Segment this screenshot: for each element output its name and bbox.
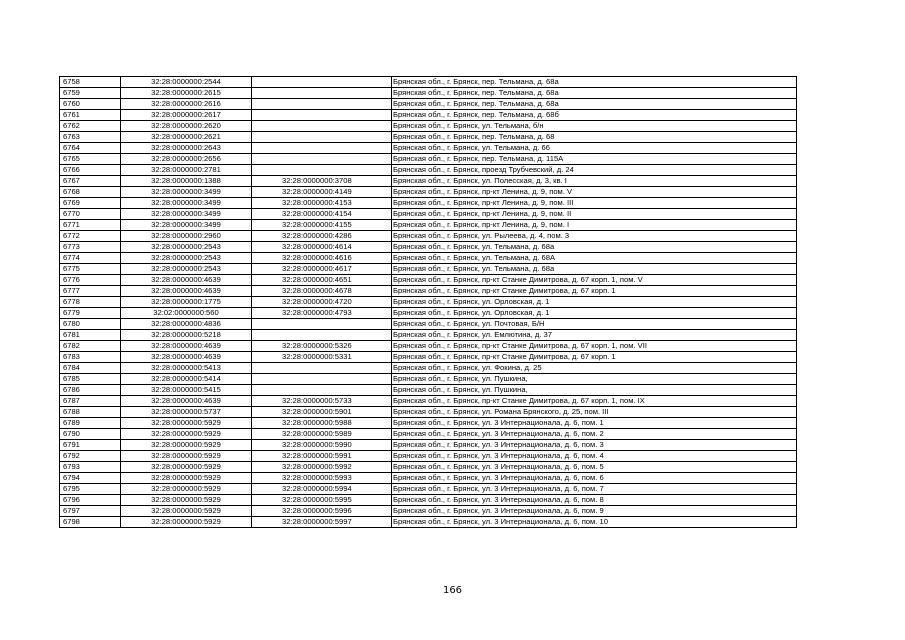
cadastral-number-cell: 32:28:0000000:4639 [121,286,252,297]
address-cell: Брянская обл., г. Брянск, пер. Тельмана, д. 68а [392,99,797,110]
cadastral-number-cell: 32:28:0000000:5929 [121,473,252,484]
premises-cadastral-number-cell: 32:28:0000000:4651 [252,275,392,286]
cadastral-number-cell: 32:28:0000000:2960 [121,231,252,242]
premises-cadastral-number-cell: 32:28:0000000:5996 [252,506,392,517]
table-row [60,165,797,176]
table-row [60,330,797,341]
record-number-cell: 6775 [60,264,121,275]
address-cell: Брянская обл., г. Брянск, ул. 3 Интернационала, д. 6, пом. 9 [392,506,797,517]
record-number-cell: 6783 [60,352,121,363]
record-number-cell: 6763 [60,132,121,143]
premises-cadastral-number-cell: 32:28:0000000:4617 [252,264,392,275]
record-number-cell: 6785 [60,374,121,385]
address-cell: Брянская обл., г. Брянск, ул. Емлютина, д. 37 [392,330,797,341]
address-cell: Брянская обл., г. Брянск, ул. Пушкина, [392,374,797,385]
premises-cadastral-number-cell: 32:28:0000000:4155 [252,220,392,231]
table-row [60,473,797,484]
premises-cadastral-number-cell [252,363,392,374]
address-cell: Брянская обл., г. Брянск, ул. 3 Интернационала, д. 6, пом. 7 [392,484,797,495]
table-row [60,275,797,286]
table-row [60,352,797,363]
cadastral-number-cell: 32:28:0000000:2544 [121,77,252,88]
premises-cadastral-number-cell: 32:28:0000000:4614 [252,242,392,253]
cadastral-number-cell: 32:28:0000000:2620 [121,121,252,132]
cadastral-number-cell: 32:28:0000000:5929 [121,418,252,429]
premises-cadastral-number-cell [252,121,392,132]
premises-cadastral-number-cell: 32:28:0000000:5901 [252,407,392,418]
address-cell: Брянская обл., г. Брянск, ул. Тельмана, д. 68А [392,253,797,264]
cadastral-number-cell: 32:28:0000000:5929 [121,440,252,451]
address-cell: Брянская обл., г. Брянск, ул. Орловская, д. 1 [392,308,797,319]
premises-cadastral-number-cell [252,132,392,143]
address-cell: Брянская обл., г. Брянск, ул. Фокина, д. 25 [392,363,797,374]
premises-cadastral-number-cell: 32:28:0000000:4616 [252,253,392,264]
premises-cadastral-number-cell: 32:28:0000000:5989 [252,429,392,440]
cadastral-number-cell: 32:02:0000000:560 [121,308,252,319]
cadastral-number-cell: 32:28:0000000:3499 [121,198,252,209]
address-cell: Брянская обл., г. Брянск, ул. Почтовая, Б/Н [392,319,797,330]
premises-cadastral-number-cell: 32:28:0000000:4149 [252,187,392,198]
address-cell: Брянская обл., г. Брянск, ул. Тельмана, д. 66 [392,143,797,154]
cadastral-number-cell: 32:28:0000000:5929 [121,484,252,495]
address-cell: Брянская обл., г. Брянск, ул. Тельмана, д. 68а [392,242,797,253]
table-row [60,429,797,440]
record-number-cell: 6788 [60,407,121,418]
address-cell: Брянская обл., г. Брянск, ул. Полесская, д. 3, кв. I [392,176,797,187]
cadastral-number-cell: 32:28:0000000:2543 [121,253,252,264]
cadastral-number-cell: 32:28:0000000:5413 [121,363,252,374]
address-cell: Брянская обл., г. Брянск, ул. Рылеева, д. 4, пом. 3 [392,231,797,242]
premises-cadastral-number-cell: 32:28:0000000:5326 [252,341,392,352]
cadastral-number-cell: 32:28:0000000:5737 [121,407,252,418]
premises-cadastral-number-cell: 32:28:0000000:5988 [252,418,392,429]
premises-cadastral-number-cell [252,143,392,154]
cadastral-number-cell: 32:28:0000000:4639 [121,341,252,352]
record-number-cell: 6767 [60,176,121,187]
address-cell: Брянская обл., г. Брянск, пр-кт Станке Димитрова, д. 67 корп. 1, пом. VII [392,341,797,352]
record-number-cell: 6771 [60,220,121,231]
cadastral-number-cell: 32:28:0000000:3499 [121,209,252,220]
record-number-cell: 6773 [60,242,121,253]
record-number-cell: 6776 [60,275,121,286]
address-cell: Брянская обл., г. Брянск, ул. Орловская, д. 1 [392,297,797,308]
address-cell: Брянская обл., г. Брянск, пр-кт Станке Димитрова, д. 67 корп. 1, пом. IX [392,396,797,407]
address-cell: Брянская обл., г. Брянск, пер. Тельмана, д. 68а [392,77,797,88]
cadastral-number-cell: 32:28:0000000:4639 [121,275,252,286]
table-row [60,484,797,495]
address-cell: Брянская обл., г. Брянск, пр-кт Станке Димитрова, д. 67 корп. 1 [392,286,797,297]
premises-cadastral-number-cell [252,88,392,99]
cadastral-number-cell: 32:28:0000000:2617 [121,110,252,121]
premises-cadastral-number-cell [252,385,392,396]
record-number-cell: 6794 [60,473,121,484]
premises-cadastral-number-cell: 32:28:0000000:3708 [252,176,392,187]
premises-cadastral-number-cell: 32:28:0000000:5994 [252,484,392,495]
record-number-cell: 6781 [60,330,121,341]
registry-table [59,76,797,528]
record-number-cell: 6792 [60,451,121,462]
table-row [60,286,797,297]
address-cell: Брянская обл., г. Брянск, пер. Тельмана, д. 68 [392,132,797,143]
cadastral-number-cell: 32:28:0000000:2543 [121,264,252,275]
table-row [60,198,797,209]
premises-cadastral-number-cell [252,110,392,121]
record-number-cell: 6797 [60,506,121,517]
table-row [60,264,797,275]
table-row [60,77,797,88]
premises-cadastral-number-cell: 32:28:0000000:4678 [252,286,392,297]
cadastral-number-cell: 32:28:0000000:5929 [121,429,252,440]
record-number-cell: 6791 [60,440,121,451]
table-row [60,385,797,396]
record-number-cell: 6778 [60,297,121,308]
table-row [60,253,797,264]
address-cell: Брянская обл., г. Брянск, ул. 3 Интернационала, д. 6, пом. 2 [392,429,797,440]
premises-cadastral-number-cell: 32:28:0000000:5995 [252,495,392,506]
table-row [60,407,797,418]
premises-cadastral-number-cell: 32:28:0000000:5992 [252,462,392,473]
table-row [60,451,797,462]
table-row [60,440,797,451]
cadastral-number-cell: 32:28:0000000:1388 [121,176,252,187]
record-number-cell: 6765 [60,154,121,165]
address-cell: Брянская обл., г. Брянск, пр-кт Ленина, д. 9, пом. II [392,209,797,220]
record-number-cell: 6780 [60,319,121,330]
address-cell: Брянская обл., г. Брянск, ул. 3 Интернационала, д. 6, пом. 4 [392,451,797,462]
record-number-cell: 6787 [60,396,121,407]
registry-table-body [60,77,797,528]
record-number-cell: 6784 [60,363,121,374]
page-number: 166 [442,585,463,596]
cadastral-number-cell: 32:28:0000000:5218 [121,330,252,341]
premises-cadastral-number-cell: 32:28:0000000:5331 [252,352,392,363]
table-row [60,209,797,220]
cadastral-number-cell: 32:28:0000000:2643 [121,143,252,154]
record-number-cell: 6798 [60,517,121,528]
table-row [60,110,797,121]
address-cell: Брянская обл., г. Брянск, пер. Тельмана, д. 115А [392,154,797,165]
cadastral-number-cell: 32:28:0000000:4836 [121,319,252,330]
table-row [60,495,797,506]
cadastral-number-cell: 32:28:0000000:5414 [121,374,252,385]
cadastral-number-cell: 32:28:0000000:5929 [121,506,252,517]
cadastral-number-cell: 32:28:0000000:2656 [121,154,252,165]
cadastral-number-cell: 32:28:0000000:2616 [121,99,252,110]
address-cell: Брянская обл., г. Брянск, ул. 3 Интернационала, д. 6, пом. 10 [392,517,797,528]
cadastral-number-cell: 32:28:0000000:5929 [121,517,252,528]
address-cell: Брянская обл., г. Брянск, ул. Романа Брянского, д. 25, пом. III [392,407,797,418]
cadastral-number-cell: 32:28:0000000:2781 [121,165,252,176]
premises-cadastral-number-cell: 32:28:0000000:5993 [252,473,392,484]
cadastral-number-cell: 32:28:0000000:3499 [121,187,252,198]
premises-cadastral-number-cell: 32:28:0000000:5990 [252,440,392,451]
record-number-cell: 6772 [60,231,121,242]
table-row [60,187,797,198]
table-row [60,99,797,110]
cadastral-number-cell: 32:28:0000000:5929 [121,495,252,506]
record-number-cell: 6769 [60,198,121,209]
table-row [60,242,797,253]
premises-cadastral-number-cell [252,374,392,385]
premises-cadastral-number-cell [252,154,392,165]
table-row [60,143,797,154]
record-number-cell: 6774 [60,253,121,264]
cadastral-number-cell: 32:28:0000000:5415 [121,385,252,396]
record-number-cell: 6766 [60,165,121,176]
record-number-cell: 6764 [60,143,121,154]
premises-cadastral-number-cell: 32:28:0000000:5997 [252,517,392,528]
record-number-cell: 6759 [60,88,121,99]
address-cell: Брянская обл., г. Брянск, ул. Пушкина, [392,385,797,396]
cadastral-number-cell: 32:28:0000000:2615 [121,88,252,99]
premises-cadastral-number-cell: 32:28:0000000:4720 [252,297,392,308]
cadastral-number-cell: 32:28:0000000:5929 [121,462,252,473]
table-row [60,88,797,99]
premises-cadastral-number-cell: 32:28:0000000:4793 [252,308,392,319]
record-number-cell: 6786 [60,385,121,396]
address-cell: Брянская обл., г. Брянск, пер. Тельмана, д. 68а [392,88,797,99]
cadastral-number-cell: 32:28:0000000:1775 [121,297,252,308]
table-row [60,363,797,374]
premises-cadastral-number-cell [252,330,392,341]
cadastral-number-cell: 32:28:0000000:2543 [121,242,252,253]
table-row [60,308,797,319]
table-row [60,517,797,528]
premises-cadastral-number-cell [252,165,392,176]
record-number-cell: 6782 [60,341,121,352]
record-number-cell: 6779 [60,308,121,319]
premises-cadastral-number-cell [252,77,392,88]
premises-cadastral-number-cell: 32:28:0000000:4154 [252,209,392,220]
record-number-cell: 6796 [60,495,121,506]
premises-cadastral-number-cell [252,99,392,110]
record-number-cell: 6795 [60,484,121,495]
table-row [60,506,797,517]
table-row [60,132,797,143]
table-row [60,231,797,242]
table-row [60,176,797,187]
cadastral-number-cell: 32:28:0000000:2621 [121,132,252,143]
address-cell: Брянская обл., г. Брянск, ул. Тельмана, д. 68а [392,264,797,275]
table-row [60,220,797,231]
address-cell: Брянская обл., г. Брянск, пр-кт Ленина, д. 9, пом. V [392,187,797,198]
record-number-cell: 6761 [60,110,121,121]
premises-cadastral-number-cell: 32:28:0000000:5733 [252,396,392,407]
record-number-cell: 6793 [60,462,121,473]
address-cell: Брянская обл., г. Брянск, проезд Трубчевский, д. 24 [392,165,797,176]
table-row [60,319,797,330]
address-cell: Брянская обл., г. Брянск, ул. 3 Интернационала, д. 6, пом. 8 [392,495,797,506]
premises-cadastral-number-cell [252,319,392,330]
table-row [60,396,797,407]
table-row [60,374,797,385]
address-cell: Брянская обл., г. Брянск, пр-кт Ленина, д. 9, пом. I [392,220,797,231]
address-cell: Брянская обл., г. Брянск, пр-кт Ленина, д. 9, пом. III [392,198,797,209]
record-number-cell: 6758 [60,77,121,88]
address-cell: Брянская обл., г. Брянск, ул. 3 Интернационала, д. 6, пом. 1 [392,418,797,429]
address-cell: Брянская обл., г. Брянск, ул. Тельмана, б/н [392,121,797,132]
premises-cadastral-number-cell: 32:28:0000000:4153 [252,198,392,209]
cadastral-number-cell: 32:28:0000000:4639 [121,396,252,407]
record-number-cell: 6789 [60,418,121,429]
record-number-cell: 6790 [60,429,121,440]
address-cell: Брянская обл., г. Брянск, ул. 3 Интернационала, д. 6, пом. 6 [392,473,797,484]
address-cell: Брянская обл., г. Брянск, ул. 3 Интернационала, д. 6, пом. 3 [392,440,797,451]
record-number-cell: 6770 [60,209,121,220]
address-cell: Брянская обл., г. Брянск, пр-кт Станке Димитрова, д. 67 корп. 1, пом. V [392,275,797,286]
address-cell: Брянская обл., г. Брянск, пер. Тельмана, д. 68б [392,110,797,121]
cadastral-number-cell: 32:28:0000000:4639 [121,352,252,363]
cadastral-number-cell: 32:28:0000000:5929 [121,451,252,462]
premises-cadastral-number-cell: 32:28:0000000:4286 [252,231,392,242]
table-row [60,154,797,165]
cadastral-number-cell: 32:28:0000000:3499 [121,220,252,231]
record-number-cell: 6768 [60,187,121,198]
table-row [60,418,797,429]
address-cell: Брянская обл., г. Брянск, ул. 3 Интернационала, д. 6, пом. 5 [392,462,797,473]
record-number-cell: 6762 [60,121,121,132]
table-row [60,462,797,473]
address-cell: Брянская обл., г. Брянск, пр-кт Станке Димитрова, д. 67 корп. 1 [392,352,797,363]
table-row [60,341,797,352]
record-number-cell: 6777 [60,286,121,297]
record-number-cell: 6760 [60,99,121,110]
table-row [60,121,797,132]
premises-cadastral-number-cell: 32:28:0000000:5991 [252,451,392,462]
table-row [60,297,797,308]
